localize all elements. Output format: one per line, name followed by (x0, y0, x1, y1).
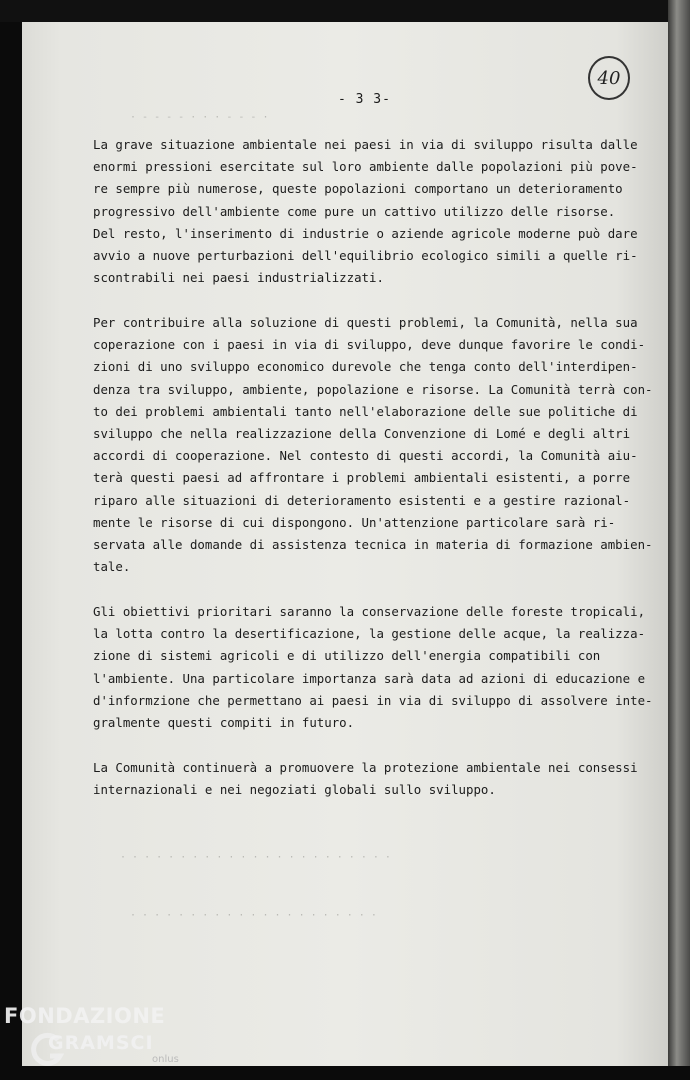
paragraph (93, 134, 638, 289)
text-line: riparo alle situazioni di deterioramento esistenti e a gestire razional- (93, 492, 631, 508)
text-line: Del resto, l'inserimento di industrie o aziende agricole moderne può dare (93, 225, 638, 241)
text-line: coperazione con i paesi in via di sviluppo, deve dunque favorire le condi- (93, 337, 646, 353)
scan-top-edge (0, 0, 690, 22)
paragraph (93, 312, 653, 578)
archive-stamp-number: 40 (588, 56, 630, 100)
text-line: La grave situazione ambientale nei paesi in via di sviluppo risulta dalle (93, 137, 638, 152)
binder-edge (668, 0, 690, 1080)
bleed-through-text: · · · · · · · · · · · · · · · · · · · · · · · (120, 852, 391, 863)
text-line: mente le risorse di cui dispongono. Un'attenzione particolare sarà ri- (93, 514, 616, 530)
text-line: servata alle domande di assistenza tecnica in materia di formazione ambien- (93, 537, 653, 553)
page-number: - 3 3- (338, 92, 391, 107)
text-line: terà questi paesi ad affrontare i problemi ambientali esistenti, a porre (93, 470, 631, 486)
text-line: progressivo dell'ambiente come pure un cattivo utilizzo delle risorse. (93, 203, 616, 219)
text-line: tale. (93, 559, 131, 575)
text-line: internazionali e nei negoziati globali sullo sviluppo. (93, 782, 496, 798)
text-line: d'informzione che permettano ai paesi in via di sviluppo di assolvere inte- (93, 692, 653, 708)
text-line: scontrabili nei paesi industrializzati. (93, 270, 384, 286)
scan-bottom-edge (0, 1066, 690, 1080)
text-line: denza tra sviluppo, ambiente, popolazione e risorse. La Comunità terrà con- (93, 381, 653, 397)
text-line: gralmente questi compiti in futuro. (93, 715, 355, 731)
watermark-line-3: onlus (152, 1054, 179, 1065)
fondazione-gramsci-watermark (4, 1004, 179, 1065)
text-line: to dei problemi ambientali tanto nell'elaborazione delle sue politiche di (93, 403, 638, 419)
paragraph (93, 601, 653, 734)
text-line: enormi pressioni esercitate sul loro ambiente dalle popolazioni più pove- (93, 159, 638, 175)
text-line: la lotta contro la desertificazione, la gestione delle acque, la realizza- (93, 626, 646, 642)
bleed-through-text: · · · · · · · · · · · · · · · · · · · · · (130, 910, 377, 921)
watermark-line-2: GRAMSCI (48, 1032, 154, 1054)
paragraph (93, 757, 638, 801)
text-line: sviluppo che nella realizzazione della Convenzione di Lomé e degli altri (93, 426, 631, 442)
watermark-line-1: FONDAZIONE (4, 1004, 166, 1028)
text-line: l'ambiente. Una particolare importanza sarà data ad azioni di educazione e (93, 670, 646, 686)
text-line: zioni di uno sviluppo economico durevole che tenga conto dell'interdipen- (93, 359, 638, 375)
text-line: Per contribuire alla soluzione di questi problemi, la Comunità, nella sua (93, 315, 638, 330)
bleed-through-text: · - - - - · · · - - - · (130, 112, 269, 123)
text-line: re sempre più numerose, queste popolazioni comportano un deterioramento (93, 181, 623, 197)
text-line: Gli obiettivi prioritari saranno la conservazione delle foreste tropicali, (93, 604, 646, 619)
text-line: La Comunità continuerà a promuovere la protezione ambientale nei consessi (93, 760, 638, 775)
text-line: zione di sistemi agricoli e di utilizzo dell'energia compatibili con (93, 648, 601, 664)
scan-left-shadow (0, 22, 22, 1066)
text-line: accordi di cooperazione. Nel contesto di questi accordi, la Comunità aiu- (93, 448, 638, 464)
text-line: avvio a nuove perturbazioni dell'equilibrio ecologico simili a quelle ri- (93, 248, 638, 264)
